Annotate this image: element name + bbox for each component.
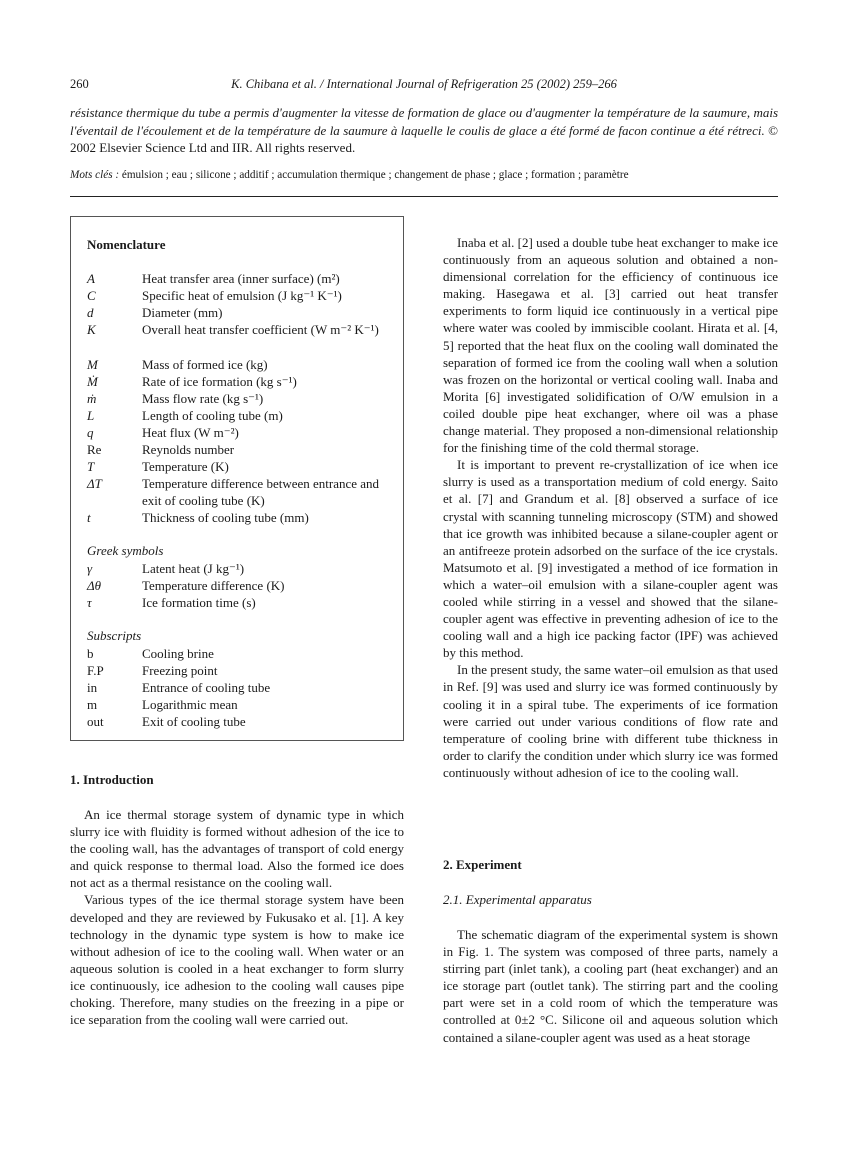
nomenclature-symbol: T bbox=[87, 459, 95, 474]
nomenclature-definition: Diameter (mm) bbox=[142, 305, 223, 320]
abstract-french bbox=[70, 104, 778, 157]
nomenclature-definition: Length of cooling tube (m) bbox=[142, 408, 283, 423]
nomenclature-definition: Specific heat of emulsion (J kg⁻¹ K⁻¹) bbox=[142, 288, 342, 303]
nomenclature-definition: Overall heat transfer coefficient (W m⁻² K⁻¹) bbox=[142, 322, 379, 337]
nomenclature-definition: Freezing point bbox=[142, 663, 218, 678]
keywords-label: Mots clés : bbox=[70, 169, 120, 181]
nomenclature-definition: Heat transfer area (inner surface) (m²) bbox=[142, 271, 340, 286]
nomenclature-box bbox=[70, 216, 404, 741]
nomenclature-definition: Entrance of cooling tube bbox=[142, 680, 271, 695]
nomenclature-symbol: in bbox=[87, 680, 98, 695]
nomenclature-definition: Mass of formed ice (kg) bbox=[142, 357, 268, 372]
nomenclature-definition: Latent heat (J kg⁻¹) bbox=[142, 561, 245, 576]
nomenclature-definition: Logarithmic mean bbox=[142, 697, 238, 712]
keywords-line bbox=[70, 168, 778, 182]
nomenclature-symbol: Re bbox=[87, 442, 102, 457]
nomenclature-symbol: A bbox=[87, 271, 95, 286]
nomenclature-symbol: b bbox=[87, 646, 94, 661]
related-work-paragraph-2: It is important to prevent re-crystallization of ice when ice slurry is used as a transportation medium of cold energy. Saito et al. [7] and Grandum et al. [8] observed a surface of ice crystal with scanning tunneling microscopy (STM) and showed that ice growth was inhibited because a silane-coupler agent or an antifreeze protein adsorbed on the surface of the ice crystals. Matsumoto et al. [9] investigated a method of ice formation in which a water–oil emulsion with a silane-coupler agent was cooled while stirring in a vessel and showed that the silane-coupler agent was effective in preventing adhesion of ice to the cooling wall and a high ice packing factor (IPF) was achieved by this method. bbox=[443, 457, 778, 661]
introduction-body bbox=[70, 806, 404, 1028]
nomenclature-definition: Reynolds number bbox=[142, 442, 235, 457]
nomenclature-title: Nomenclature bbox=[87, 237, 166, 252]
nomenclature-definition: Temperature difference (K) bbox=[142, 578, 285, 593]
intro-paragraph-1: An ice thermal storage system of dynamic type in which slurry ice with fluidity is formed without adhesion of the ice to the cooling wall, has the advantages of transport of cold energy and quick response to thermal load. Also the formed ice does not act as a thermal resistance on the cooling wall. bbox=[70, 807, 404, 891]
present-study-paragraph: In the present study, the same water–oil emulsion as that used in Ref. [9] was used and slurry ice was formed continuously by cooling it in a spiral tube. The experiments of ice formation were carried out under various conditions of flow rate and temperature of cooling brine with different tube thickness in order to clarify the condition under which slurry ice was formed continuously without adhesion of ice to the cooling wall. bbox=[443, 662, 778, 780]
nomenclature-symbol: F.P bbox=[87, 663, 104, 678]
nomenclature-definition: Temperature (K) bbox=[142, 459, 229, 474]
intro-paragraph-2: Various types of the ice thermal storage system have been developed and they are reviewed by Fukusako et al. [1]. A key technology in the dynamic type system is how to make ice without adhesion of ice to the cooling wall. When water or an aqueous solution is cooled in a heat exchanger to form slurry ice continuously, ice adhesion to the cooling wall causes pipe choking. Therefore, many studies on the freezing in a pipe or ice separation from the cooling wall were carried out. bbox=[70, 892, 404, 1028]
page-header bbox=[70, 77, 778, 95]
nomenclature-definition: Cooling brine bbox=[142, 646, 214, 661]
nomenclature-symbol: out bbox=[87, 714, 104, 729]
apparatus-paragraph: The schematic diagram of the experimental system is shown in Fig. 1. The system was composed of three parts, namely a stirring part (inlet tank), a cooling part (heat exchanger) and an ice storage part (outlet tank). The stirring part and the cooling part were set in a cold room of which the temperature was controlled at 0±2 °C. Silicone oil and aqueous solution which contained a silane-coupler agent was used as a heat storage bbox=[443, 927, 778, 1045]
nomenclature-symbol: K bbox=[87, 322, 96, 337]
keywords-text: émulsion ; eau ; silicone ; additif ; accumulation thermique ; changement de phase ; glace ; formation ; paramètre bbox=[121, 169, 629, 181]
introduction-heading: 1. Introduction bbox=[70, 772, 154, 787]
nomenclature-symbol: q bbox=[87, 425, 94, 440]
copyright-notice: © 2002 Elsevier Science Ltd and IIR. All rights reserved. bbox=[70, 122, 779, 156]
nomenclature-symbol: τ bbox=[87, 595, 92, 610]
nomenclature-definition: Ice formation time (s) bbox=[142, 595, 256, 610]
abstract-text: résistance thermique du tube a permis d'augmenter la vitesse de formation de glace ou d'augmenter la température de la saumure, mais l'éventail de l'écoulement et de la température de la saumure à laquelle le coulis de glace a été formé de facon continue a été rétreci. bbox=[70, 105, 778, 138]
nomenclature-definition: Rate of ice formation (kg s⁻¹) bbox=[142, 374, 297, 389]
right-column-body bbox=[443, 234, 778, 781]
nomenclature-symbol: ΔT bbox=[87, 476, 102, 491]
nomenclature-symbol: d bbox=[87, 305, 94, 320]
nomenclature-symbol: m bbox=[87, 697, 98, 712]
nomenclature-symbol: L bbox=[87, 408, 95, 423]
header-divider bbox=[70, 196, 778, 197]
nomenclature-definition: Temperature difference between entrance and exit of cooling tube (K) bbox=[142, 476, 380, 508]
related-work-paragraph-1: Inaba et al. [2] used a double tube heat exchanger to make ice continuously from an aqueous solution and obtained a non-dimensional correlation for the efficiency of continuous ice making. Hasegawa et al. [3] carried out heat transfer experiments to form liquid ice continuously in a vertical pipe where water was cooled by immiscible coolant. Hirata et al. [4, 5] reported that the heat flux on the cooling wall dominated the separation of formed ice from the cooling wall when a solution was frozen on the horizontal or vertical cooling wall. Inaba and Morita [6] investigated solidification of O/W emulsion in a coiled double pipe heat exchanger, where oil was a phase change material. They proposed a non-dimensional relationship for the finishing time of the cold thermal storage. bbox=[443, 235, 778, 456]
nomenclature-definition: Heat flux (W m⁻²) bbox=[142, 425, 239, 440]
apparatus-subheading: 2.1. Experimental apparatus bbox=[443, 892, 592, 907]
nomenclature-symbol: t bbox=[87, 510, 91, 525]
greek-symbols-heading: Greek symbols bbox=[87, 543, 164, 558]
experiment-heading: 2. Experiment bbox=[443, 857, 522, 872]
journal-citation: K. Chibana et al. / International Journal of Refrigeration 25 (2002) 259–266 bbox=[231, 77, 617, 91]
nomenclature-symbol: C bbox=[87, 288, 96, 303]
subscripts-heading: Subscripts bbox=[87, 628, 142, 643]
apparatus-body bbox=[443, 926, 778, 1046]
nomenclature-symbol: γ bbox=[87, 561, 93, 576]
nomenclature-definition: Mass flow rate (kg s⁻¹) bbox=[142, 391, 264, 406]
nomenclature-definition: Thickness of cooling tube (mm) bbox=[142, 510, 309, 525]
page-number: 260 bbox=[70, 77, 89, 91]
nomenclature-definition: Exit of cooling tube bbox=[142, 714, 246, 729]
nomenclature-symbol: M bbox=[87, 357, 98, 372]
nomenclature-symbol: Ṁ bbox=[87, 374, 98, 389]
nomenclature-symbol: ṁ bbox=[87, 391, 97, 406]
nomenclature-symbol: Δθ bbox=[87, 578, 102, 593]
